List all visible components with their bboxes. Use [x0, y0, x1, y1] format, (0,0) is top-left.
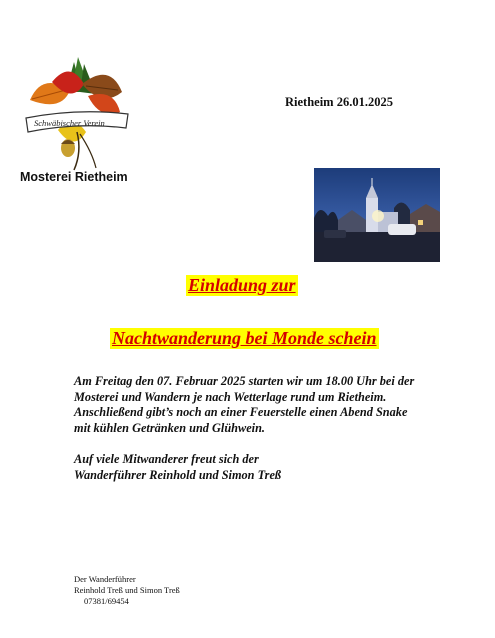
greeting-paragraph	[74, 452, 474, 483]
church-at-night-photo	[314, 168, 440, 262]
greeting-line: Auf viele Mitwanderer freut sich der	[74, 452, 259, 466]
logo-banner-text: Schwäbischer Verein	[34, 118, 105, 128]
description-line: Mosterei und Wandern je nach Wetterlage rund um Rietheim.	[74, 389, 387, 404]
event-title: Nachtwanderung bei Monde schein	[112, 328, 377, 348]
signature-block	[74, 574, 180, 607]
autumn-leaves-logo-icon	[22, 52, 132, 177]
invitation-title: Einladung zur	[188, 275, 296, 295]
signature-names: Reinhold Treß und Simon Treß	[74, 585, 180, 595]
description-line: Anschließend gibt’s noch an einer Feuerstelle einen Abend Snake	[74, 405, 408, 419]
place-and-date: Rietheim 26.01.2025	[285, 95, 393, 109]
description-line: Am Freitag den 07. Februar 2025 starten wir um 18.00 Uhr bei der	[74, 374, 415, 388]
signature-phone: 07381/69454	[84, 596, 129, 606]
event-description	[74, 374, 474, 436]
organization-name: Mosterei Rietheim	[20, 170, 128, 184]
greeting-line: Wanderführer Reinhold und Simon Treß	[74, 467, 282, 482]
description-line: mit kühlen Getränken und Glühwein.	[74, 420, 265, 435]
signature-role: Der Wanderführer	[74, 574, 136, 584]
